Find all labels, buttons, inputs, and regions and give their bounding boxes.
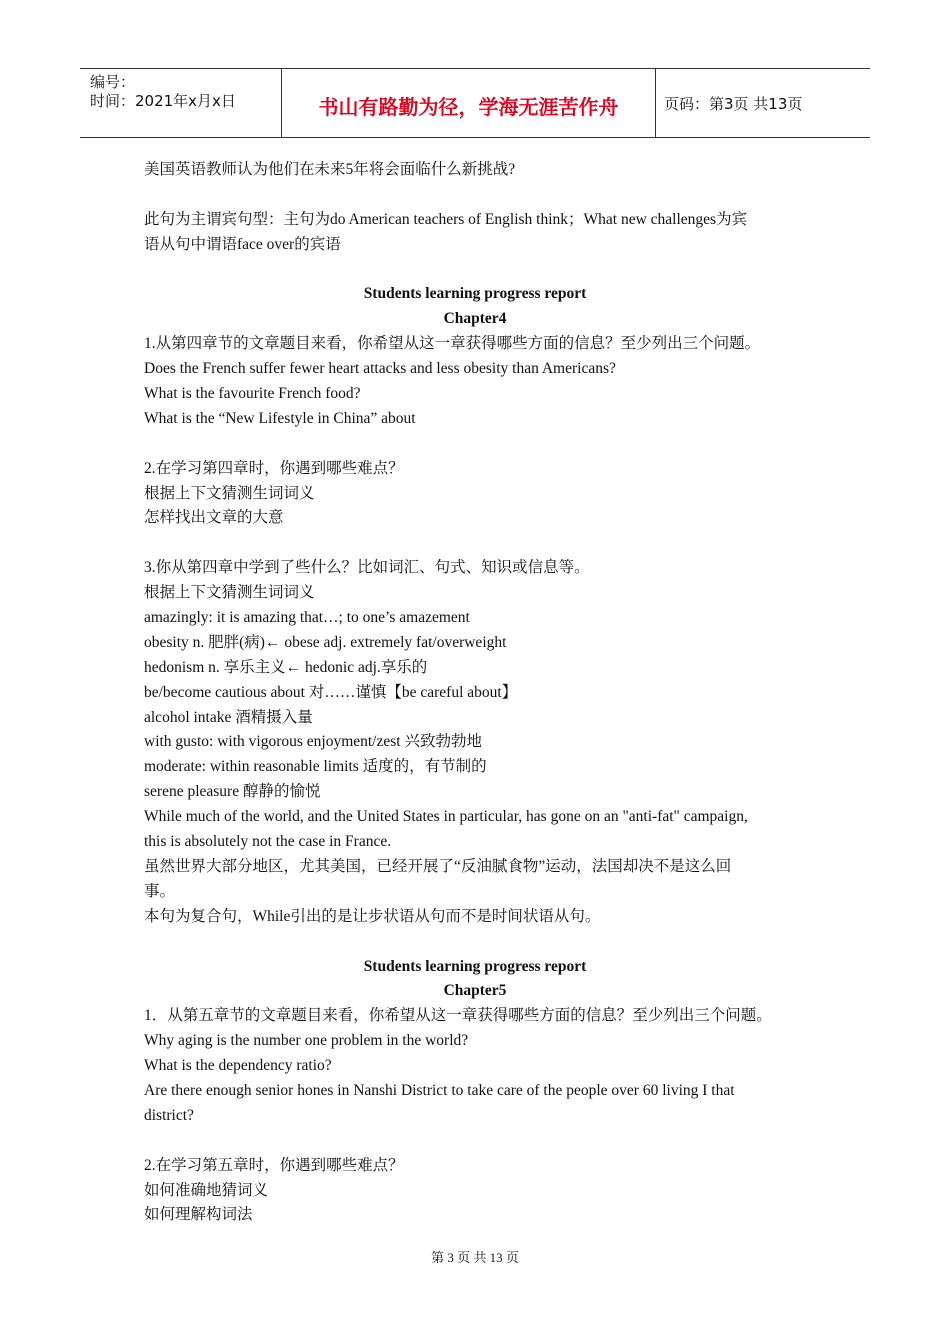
spacer <box>144 432 824 457</box>
answer-line: Does the French suffer fewer heart attacks and less obesity than Americans? <box>144 360 616 378</box>
answer-line: Why aging is the number one problem in the world? <box>144 1032 469 1050</box>
vocab-line: serene pleasure 醇静的愉悦 <box>144 783 321 801</box>
question-heading: 1．从第五章节的文章题目来看，你希望从这一章获得哪些方面的信息？至少列出三个问题。 <box>144 1007 772 1025</box>
example-sentence: While much of the world, and the United States in particular, has gone on an "anti-fat" campaign, <box>144 808 748 826</box>
grammar-note-1: 此句为主谓宾句型：主句为do American teachers of English think；What new challenges为宾 <box>144 210 748 228</box>
answer-line: What is the dependency ratio? <box>144 1057 332 1075</box>
spacer <box>144 183 824 208</box>
vocab-line: hedonism n. 享乐主义← hedonic adj.享乐的 <box>144 658 428 676</box>
translation-line: 事。 <box>144 882 176 900</box>
answer-line: 根据上下文猜测生词词义 <box>144 584 315 602</box>
answer-line: Are there enough senior hones in Nanshi District to take care of the people over 60 living I that <box>144 1081 735 1099</box>
page-footer: 第 3 页 共 13 页 <box>431 1250 519 1265</box>
spacer <box>144 1129 824 1154</box>
spacer <box>144 930 824 955</box>
question-heading: 3.你从第四章中学到了些什么？比如词汇、句式、知识或信息等。 <box>144 559 590 577</box>
translation-line: 虽然世界大部分地区，尤其美国，已经开展了“反油腻食物”运动，法国却决不是这么回 <box>144 857 732 875</box>
vocab-line: obesity n. 肥胖(病)← obese adj. extremely fat/overweight <box>144 633 507 651</box>
vocab-line: alcohol intake 酒精摄入量 <box>144 708 313 726</box>
question-heading: 2.在学习第五章时，你遇到哪些难点？ <box>144 1156 404 1174</box>
chapter-heading: Chapter4 <box>443 310 507 328</box>
question-text: 美国英语教师认为他们在未来5年将会面临什么新挑战? <box>144 161 516 178</box>
vocab-line: moderate: within reasonable limits 适度的，有节制的 <box>144 758 487 776</box>
grammar-note: 本句为复合句，While引出的是让步状语从句而不是时间状语从句。 <box>144 907 601 925</box>
answer-line: 如何理解构词法 <box>144 1206 253 1224</box>
vocab-line: with gusto: with vigorous enjoyment/zest 兴致勃勃地 <box>144 733 482 751</box>
answer-line: 如何准确地猜词义 <box>144 1181 269 1199</box>
example-sentence: this is absolutely not the case in France. <box>144 833 392 851</box>
number-label: 编号： <box>90 73 136 91</box>
vocab-line: be/become cautious about 对……谨慎【be careful about】 <box>144 683 518 701</box>
answer-line: What is the “New Lifestyle in China” about <box>144 409 416 427</box>
header-motto-cell <box>281 69 656 137</box>
answer-line: What is the favourite French food? <box>144 385 361 403</box>
answer-line: 怎样找出文章的大意 <box>144 509 284 527</box>
question-heading: 1.从第四章节的文章题目来看，你希望从这一章获得哪些方面的信息？至少列出三个问题。 <box>144 335 761 353</box>
grammar-note-2: 语从句中谓语face over的宾语 <box>144 235 341 253</box>
motto: 书山有路勤为径，学海无涯苦作舟 <box>318 95 619 119</box>
document-header <box>80 68 870 138</box>
question-heading: 2.在学习第四章时，你遇到哪些难点？ <box>144 459 404 477</box>
vocab-line: amazingly: it is amazing that…; to one’s amazement <box>144 609 470 627</box>
report-title: Students learning progress report <box>363 957 587 975</box>
answer-line: 根据上下文猜测生词词义 <box>144 484 315 502</box>
header-page-cell <box>655 69 870 137</box>
document-body <box>144 158 824 1228</box>
chapter-heading: Chapter5 <box>443 982 507 1000</box>
spacer <box>144 258 824 283</box>
page-label: 页码：第3页 共13页 <box>664 95 803 113</box>
answer-line: district? <box>144 1106 194 1124</box>
header-meta-cell <box>80 69 281 137</box>
time-label: 时间：2021年x月x日 <box>90 92 236 110</box>
spacer <box>144 531 824 556</box>
report-title: Students learning progress report <box>363 285 587 303</box>
